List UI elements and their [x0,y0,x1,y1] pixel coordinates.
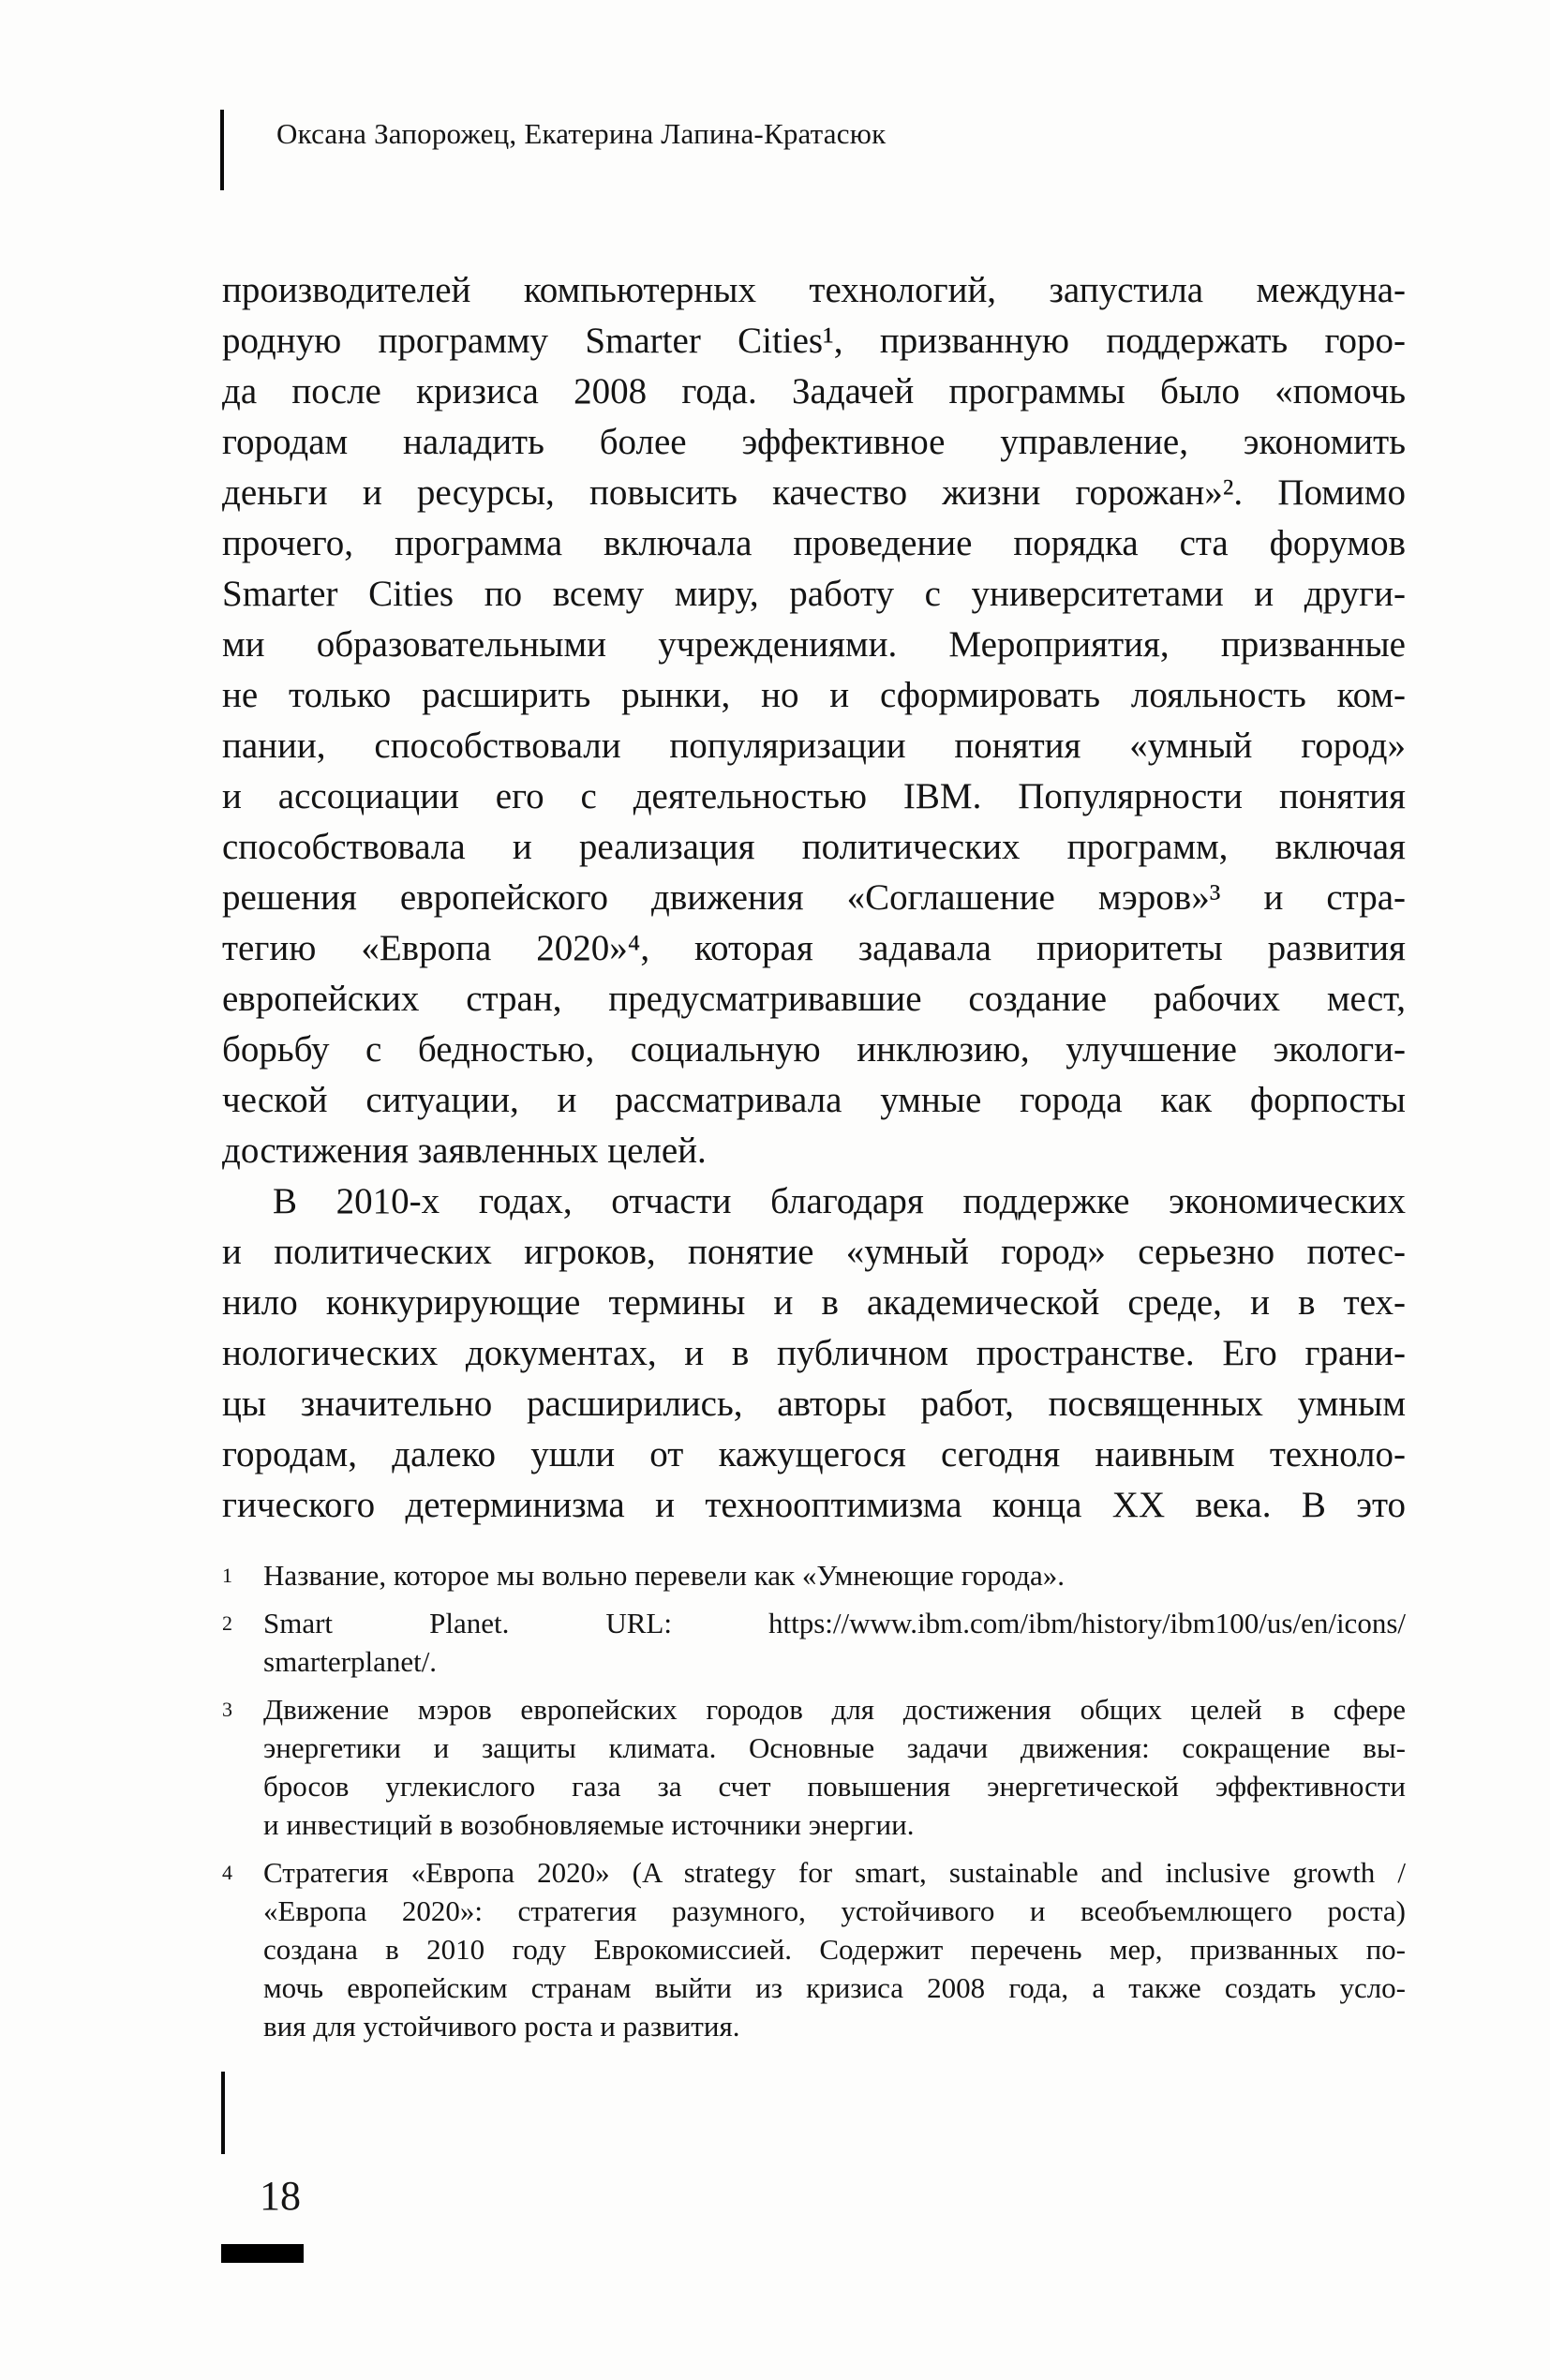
body-line: Smarter Cities по всему миру, работу с университетами и други- [222,574,1406,614]
footnote-text [263,1853,1406,2045]
footnote-line: Название, которое мы вольно перевели как «Умнеющие города». [263,1559,1066,1592]
footer-rule [221,2072,225,2154]
body-line: достижения заявленных целей. [222,1130,707,1171]
page-number: 18 [260,2173,301,2219]
header-rule [220,110,224,190]
body-line: нологических документах, и в публичном пространстве. Его грани- [222,1333,1406,1373]
printer-mark-rectangle [221,2244,304,2263]
body-line: пании, способствовали популяризации понятия «умный город» [222,726,1406,766]
footnote [222,1690,1406,1844]
footnote-line: Стратегия «Европа 2020» (A strategy for smart, sustainable and inclusive growth / [263,1856,1406,1889]
body-line: и политических игроков, понятие «умный город» серьезно потес- [222,1232,1406,1272]
body-line: деньги и ресурсы, повысить качество жизни горожан»². Помимо [222,472,1406,513]
footnote-line: Smart Planet. URL: https://www.ibm.com/ibm/history/ibm100/us/en/icons/ [263,1607,1406,1639]
body-line: решения европейского движения «Соглашение мэров»³ и стра- [222,877,1406,918]
body-line-paragraph-start: В 2010-х годах, отчасти благодаря поддержке экономических [273,1181,1406,1221]
footnote-line: smarterplanet/. [263,1645,438,1678]
body-line: родную программу Smarter Cities¹, призванную поддержать горо- [222,321,1406,361]
footnote-line: создана в 2010 году Еврокомиссией. Содержит перечень мер, призванных по- [263,1933,1406,1966]
footnote-line: мочь европейским странам выйти из кризиса 2008 года, а также создать усло- [263,1971,1406,2004]
body-line: цы значительно расширились, авторы работ, посвященных умным [222,1384,1406,1424]
footnote-marker: 2 [222,1611,232,1635]
footnotes-section [222,1556,1406,2055]
body-line: нило конкурирующие термины и в академической среде, и в тех- [222,1282,1406,1323]
body-line: способствовала и реализация политических программ, включая [222,827,1406,867]
body-line: да после кризиса 2008 года. Задачей программы было «помочь [222,371,1406,412]
running-header-authors: Оксана Запорожец, Екатерина Лапина-Кратасюк [276,117,887,150]
footnote-line: энергетики и защиты климата. Основные задачи движения: сокращение вы- [263,1731,1406,1764]
body-line: не только расширить рынки, но и сформировать лояльность ком- [222,675,1406,715]
body-line: и ассоциации его с деятельностью IBM. Популярности понятия [222,776,1406,816]
body-line: гического детерминизма и технооптимизма конца XX века. В это [222,1485,1406,1525]
footnote-marker: 3 [222,1698,232,1721]
body-line: тегию «Европа 2020»⁴, которая задавала приоритеты развития [222,928,1406,968]
footnote-marker: 4 [222,1861,232,1884]
footnote-line: Движение мэров европейских городов для достижения общих целей в сфере [263,1693,1406,1726]
footnote-line: вия для устойчивого роста и развития. [263,2010,740,2043]
footnote-line: бросов углекислого газа за счет повышения энергетической эффективности [263,1770,1406,1803]
footnote [222,1604,1406,1681]
body-line: борьбу с бедностью, социальную инклюзию, улучшение экологи- [222,1029,1406,1070]
body-line: прочего, программа включала проведение порядка ста форумов [222,523,1406,563]
body-line: городам наладить более эффективное управление, экономить [222,422,1406,462]
footnote [222,1853,1406,2045]
footnote-text [263,1690,1406,1844]
body-line: производителей компьютерных технологий, запустила междуна- [222,270,1406,310]
footnote-line: и инвестиций в возобновляемые источники энергии. [263,1808,915,1841]
footnote-marker: 1 [222,1564,232,1587]
body-line: ми образовательными учреждениями. Мероприятия, призванные [222,624,1406,665]
body-line: городам, далеко ушли от кажущегося сегодня наивным техноло- [222,1434,1406,1474]
body-line: европейских стран, предусматривавшие создание рабочих мест, [222,979,1406,1019]
footnote-text [263,1604,1406,1681]
body-line: ческой ситуации, и рассматривала умные города как форпосты [222,1080,1406,1120]
body-text [222,265,1406,1531]
footnote [222,1556,1406,1594]
footnote-line: «Европа 2020»: стратегия разумного, устойчивого и всеобъемлющего роста) [263,1894,1406,1927]
footnote-text [263,1556,1406,1594]
